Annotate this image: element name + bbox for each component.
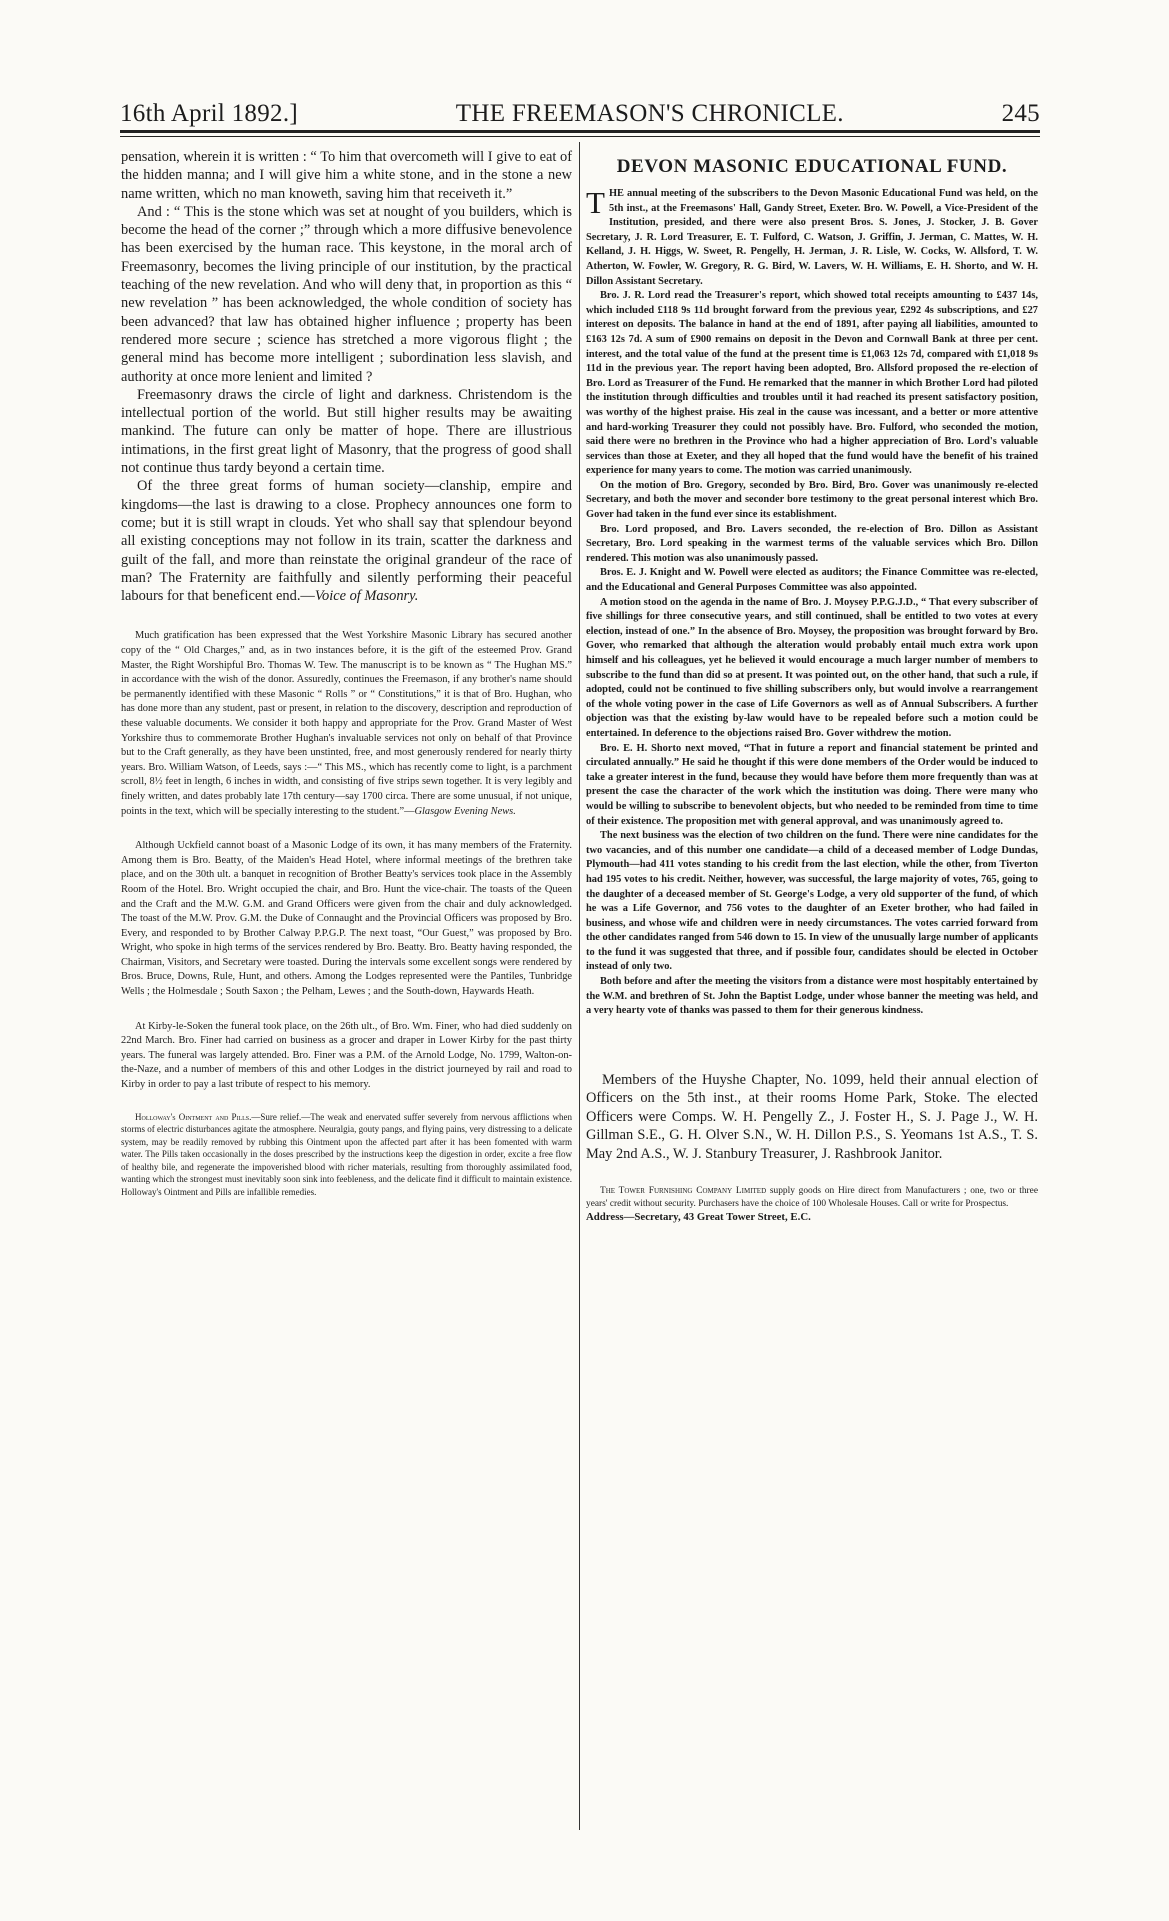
article-paragraph-7: Bro. E. H. Shorto next moved, “That in future a report and financial statement be printed and circulated annually.” He said he thought if this were done members of the Order would be induced to take a greater interest in the fund, because they would have before them more frequently than was at present the case the character of the work which the institution was doing. There were many who would be willing to subscribe to benevolent objects, but who needed to be reminded from time to time of their existence. The proposition met with general approval, and was unanimously agreed to.: [586, 742, 1038, 827]
advert-tower-lead: The Tower Furnishing Company Limited: [600, 1186, 767, 1197]
right-column: [586, 156, 1038, 1223]
article-paragraph-9: Both before and after the meeting the visitors from a distance were most hospitably entertained by the W.M. and brethren of St. John the Baptist Lodge, under whose banner the meeting was held, and a very hearty vote of thanks was passed to them for their generous kindness.: [586, 976, 1038, 1017]
page-number: 245: [1001, 100, 1040, 127]
masthead: [120, 88, 1040, 128]
intro-paragraph-1: pensation, wherein it is written : “ To him that overcometh will I give to eat of the hidden manna; and I will give him a white stone, and in the stone a new name written, which no man knoweth, saving him that receiveth it.”: [121, 149, 572, 202]
closing-paragraph: [121, 477, 572, 605]
news-hughan-text: Much gratification has been expressed that the West Yorkshire Masonic Library has secured another copy of the “ Old Charges,” and, as in two instances before, it is the gift of the esteemed Prov. Grand Master, the Right Worshipful Bro. Thomas W. Tew. The manuscript is to be known as “ The Hughan MS.” in accordance with the wish of the donor. Assuredly, continues the Freemason, if any brother's name should be permanently identified with these Masonic “ Rolls ” or “ Constitutions,” it is that of Bro. Hughan, who has done more than any student, past or present, in relation to the discovery, description and reproduction of these valuable documents. We consider it both happy and appropriate for the Prov. Grand Master of West Yorkshire thus to commemorate Brother Hughan's invaluable services not only on behalf of that Province but to the Craft generally, as they have been unstinted, free, and most generously rendered for nearly thirty years. Bro. William Watson, of Leeds, says :—“ This MS., which has recently come to light, is a parchment scroll, 8½ feet in length, 6 inches in width, and consisting of five strips sewn together. It is very legibly and finely written, and dates probably late 17th century—say 1700 circa. There are some unusual, if not unique, points in the text, which will be specially interesting to the student.”—: [121, 630, 572, 817]
article-paragraph-1: [586, 187, 1038, 289]
news-kirby-funeral: At Kirby-le-Soken the funeral took place, on the 26th ult., of Bro. Wm. Finer, who had died suddenly on 22nd March. Bro. Finer had carried on business as a grocer and draper in Lower Kirby for the past thirty years. The funeral was largely attended. Bro. Finer was a P.M. of the Arnold Lodge, No. 1799, Walton-on-the-Naze, and a number of members of this and other Lodges in the district journeyed by rail and road to Kirby in order to pay a last tribute of respect to his memory.: [121, 1020, 572, 1091]
article-title: DEVON MASONIC EDUCATIONAL FUND.: [616, 156, 1008, 177]
advert-holloway-text: —Sure relief.—The weak and enervated suffer severely from nervous afflictions when storms of electric disturbances agitate the atmosphere. Neuralgia, gouty pangs, and flying pains, very distressing to a delicate system, may be readily removed by rubbing this Ointment upon the affected part after it has been fomented with warm water. The Pills taken occasionally in the doses prescribed by the instructions keep the digestion in order, excite a free flow of healthy bile, and regenerate the impoverished blood with richer materials, resulting from thoroughly assimilated food, wanting which the strongest must inevitably soon sink into feebleness, and the delicate find it difficult to maintain existence. Holloway's Ointment and Pills are infallible remedies.: [121, 1111, 572, 1197]
article-paragraph-6: A motion stood on the agenda in the name of Bro. J. Moysey P.P.G.J.D., “ That every subscriber of five shillings for three consecutive years, and still continued, shall be entitled to two votes at every election, instead of one.” In the absence of Bro. Moysey, the proposition was brought forward by Bro. Gover, who remarked that although the alteration would probably entail much extra work upon himself and his colleagues, yet he believed it would encourage a much larger number of members to subscribe to the fund than did so at present. It was pointed out, on the other hand, that such a rule, if adopted, could not be continued to five shilling subscribers only, but would involve a rearrangement of the whole voting power in the case of Life Governors as well as of Annual Subscribers. A further objection was that the existing by-law would have to be repealed before such a motion could be entertained. In deference to the objections raised Bro. Gover withdrew the motion.: [586, 596, 1038, 739]
header-rule-thin: [120, 136, 1040, 137]
article-paragraph-2: Bro. J. R. Lord read the Treasurer's report, which showed total receipts amounting to £437 14s, which included £118 9s 11d brought forward from the previous year, £292 4s subscriptions, and £27 interest on deposits. The balance in hand at the end of 1891, after paying all liabilities, amounted to £163 12s 7d. A sum of £900 remains on deposit in the Devon and Cornwall Bank at three per cent. interest, and the total value of the fund at the present time is £1,063 12s 7d, compared with £1,018 9s 11d in the previous year. The report having been adopted, Bro. Allsford proposed the re-election of Bro. Lord as Treasurer of the Fund. He remarked that the manner in which Brother Lord had piloted the institution through difficulties and troubles until it had reached its present satisfactory position, was worthy of the highest praise. His zeal in the cause was incessant, and a better or more attentive and hard-working Treasurer they could not possibly have. Bro. Fulford, who seconded the motion, said there were no brethren in the Province who had a higher appreciation of Bro. Lord's valuable services than those at Exeter, and they all hoped that the fund would have the benefit of his trained experience for many years to come. The motion was carried unanimously.: [586, 290, 1038, 477]
left-column: [121, 148, 572, 1198]
issue-date: 16th April 1892.]: [120, 100, 299, 127]
article-paragraph-1-text: HE annual meeting of the subscribers to the Devon Masonic Educational Fund was held, on the 5th inst., at the Freemasons' Hall, Gandy Street, Exeter. Bro. W. Powell, a Vice-President of the Institution, presided, and there were also present Bros. S. Jones, J. Stocker, J. B. Gover Secretary, J. R. Lord Treasurer, E. T. Fulford, C. Watson, J. Griffin, J. Jerman, C. Mattes, W. H. Kelland, J. H. Higgs, W. Sweet, R. Pengelly, H. Jerman, J. R. Lisle, W. Cocks, W. Allsford, T. W. Atherton, W. Fowler, W. Gregory, R. G. Bird, W. Lavers, W. H. Williams, E. H. Shorto, and W. H. Dillon Assistant Secretary.: [586, 188, 1038, 287]
advert-tower-furnishing: [586, 1185, 1038, 1210]
drop-cap: T: [586, 185, 605, 220]
header-rule-thick: [120, 130, 1040, 133]
huyshe-chapter-notice: Members of the Huyshe Chapter, No. 1099, held their annual election of Officers on the 5th inst., at their rooms Home Park, Stoke. The elected Officers were Comps. W. H. Pengelly Z., J. Foster H., S. J. Page J., W. H. Gillman S.E., G. H. Olver S.N., W. H. Dillon P.S., S. Yeomans 1st A.S., T. S. May 2nd A.S., W. J. Stanbury Treasurer, J. Rashbrook Janitor.: [586, 1071, 1038, 1162]
advert-holloway-lead: Holloway's Ointment and Pills.: [135, 1111, 252, 1122]
advert-address: Address—Secretary, 43 Great Tower Street, E.C.: [586, 1210, 811, 1223]
article-paragraph-5: Bros. E. J. Knight and W. Powell were elected as auditors; the Finance Committee was re-elected, and the Educational and General Purposes Committee was also appointed.: [586, 567, 1038, 594]
intro-paragraph-3: Freemasonry draws the circle of light and darkness. Christendom is the intellectual portion of the world. But still higher results may be awaiting mankind. The future can only be matter of hope. There are illustrious intimations, in the first great light of Masonry, that the progress of good shall not continue thus tardy beyond a certain time.: [121, 386, 572, 477]
news-hughan-source: Glasgow Evening News.: [414, 805, 516, 817]
news-uckfield: Although Uckfield cannot boast of a Masonic Lodge of its own, it has many members of the Fraternity. Among them is Bro. Beatty, of the Maiden's Head Hotel, where informal meetings of the brethren take place, and on the 30th ult. a banquet in recognition of Brother Beatty's services took place in the Assembly Room of the Hotel. Bro. Wright occupied the chair, and Bro. Hunt the vice-chair. The toasts of the Queen and the Craft and the M.W. G.M. and Grand Officers were given from the chair and duly acknowledged. The toast of the M.W. Prov. G.M. the Duke of Connaught and the Provincial Officers was proposed by Bro. Every, and responded to by Brother Calway P.P.G.P. The next toast, “Our Guest,” was proposed by Bro. Wright, who spoke in high terms of the services rendered by Bro. Beatty. Bro. Beatty having responded, the Chairman, Visitors, and Secretary were toasted. During the intervals some excellent songs were rendered by Bros. Bruce, Downs, Rule, Hunt, and others. Among the Lodges represented were the Pantiles, Tunbridge Wells ; the Holmesdale ; South Saxon ; the Pelham, Lewes ; and the South-down, Haywards Heath.: [121, 840, 572, 998]
intro-paragraph-2: And : “ This is the stone which was set at nought of you builders, which is become the head of the corner ;” through which a more diffusive benevolence has been exercised by the human race. This keystone, in the moral arch of Freemasonry, becomes the living principle of our institution, by the practical teaching of the new revelation. And who will deny that, in proportion as this “ new revelation ” has been acknowledged, the whole condition of society has been advanced? that law has obtained higher influence ; property has been rendered more secure ; science has stretched a more vigorous flight ; the general mind has become more intelligent ; subordination less slavish, and authority at once more lenient and limited ?: [121, 203, 572, 385]
advert-tower-text: supply goods on Hire direct from Manufacturers ; one, two or three years' credit without security. Purchasers have the choice of 100 Wholesale Houses. Call or write for Prospectus.: [586, 1186, 1038, 1209]
closing-text: Of the three great forms of human society—clanship, empire and kingdoms—the last is drawing to a close. Prophecy announces one form to come; but it is still wrapt in clouds. Yet who shall say that splendour beyond all existing conceptions may not follow in its train, scatter the darkness and guilt of the fall, and more than reinstate the original grandeur of the race of man? The Fraternity are faithfully and silently performing their peaceful labours for that beneficent end.—: [121, 478, 572, 605]
column-divider: [579, 142, 580, 1830]
article-paragraph-8: The next business was the election of two children on the fund. There were nine candidates for the two vacancies, and of this number one candidate—a child of a deceased member of Lodge Dundas, Plymouth—had 411 votes standing to his credit from the last election, while the other, from Tiverton had 195 votes to his credit. Neither, however, was successful, the large majority of votes, 765, going to the daughter of a deceased member of St. George's Lodge, a very old supporter of the fund, of which he was a Life Governor, and 756 votes to the daughter of an Exeter brother, who had failed in business, and whose wife and children were in needy circumstances. The votes carried forward from the other candidates ranged from 546 down to 15. In view of the unusually large number of applicants to the fund it was suggested that three, and if possible four, candidates should be elected in October instead of only two.: [586, 830, 1038, 973]
news-hughan-ms: [121, 629, 572, 819]
advert-holloway: [121, 1111, 572, 1199]
closing-source: Voice of Masonry.: [314, 588, 419, 605]
publication-title: THE FREEMASON'S CHRONICLE.: [455, 100, 844, 127]
article-paragraph-4: Bro. Lord proposed, and Bro. Lavers seconded, the re-election of Bro. Dillon as Assistant Secretary, Bro. Lord speaking in the warmest terms of the valuable services which Bro. Dillon rendered. This motion was also unanimously passed.: [586, 523, 1038, 564]
article-paragraph-3: On the motion of Bro. Gregory, seconded by Bro. Bird, Bro. Gover was unanimously re-elected Secretary, and both the mover and seconder bore testimony to the great personal interest which Bro. Gover had taken in the fund ever since its establishment.: [586, 479, 1038, 521]
